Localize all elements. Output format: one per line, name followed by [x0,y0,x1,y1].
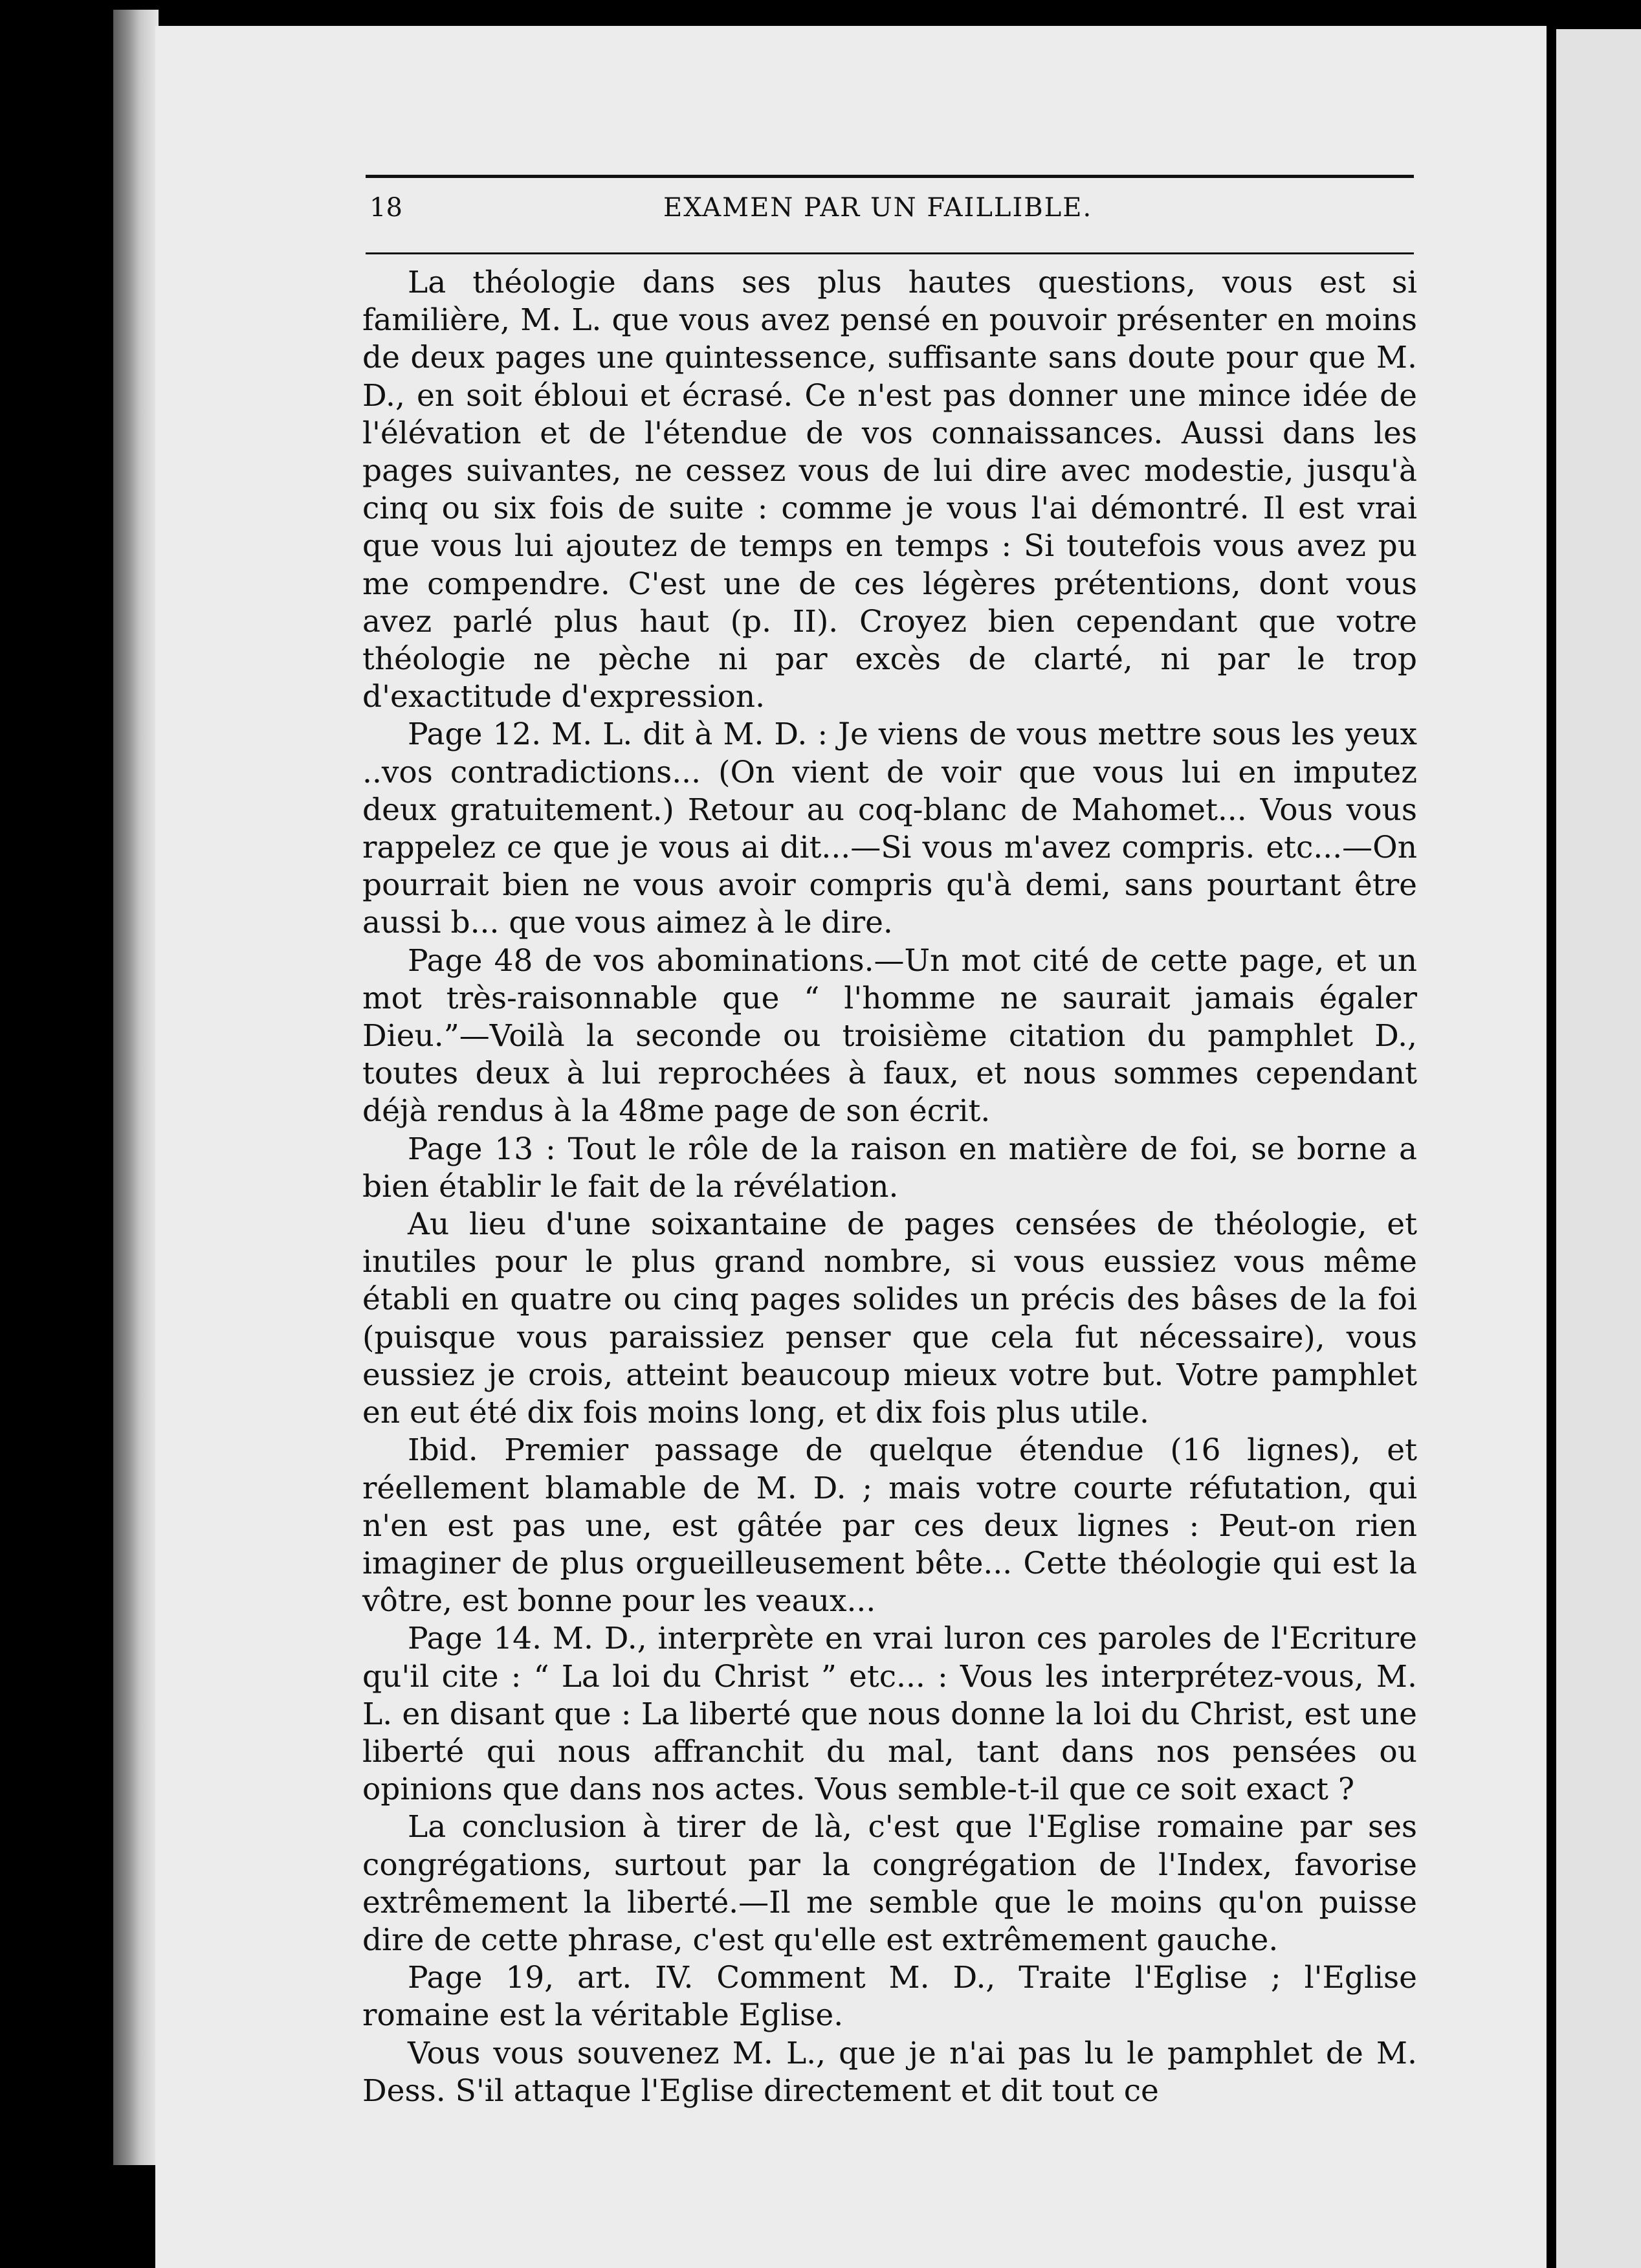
paragraph: Page 14. M. D., interprète en vrai luron ces paroles de l'Ecriture qu'il cite : “ La loi du Christ ” etc... : Vous les interprétez-vous, M. L. en disant que : La liberté que nous donne la loi du Christ, est une liberté qui nous affranchit du mal, tant dans nos pensées ou opinions que dans nos actes. Vous semble-t-il que ce soit exact ? [362,1621,1417,1808]
paragraph: Vous vous souvenez M. L., que je n'ai pas lu le pamphlet de M. Dess. S'il attaque l'Eglise directement et dit tout ce [362,2035,1417,2109]
header-rule-top [366,175,1414,178]
paragraph: Ibid. Premier passage de quelque étendue (16 lignes), et réellement blamable de M. D. ; mais votre courte réfutation, qui n'en est pas une, est gâtée par ces deux lignes : Peut-on rien imaginer de plus orgueilleusement bête... Cette théologie qui est la vôtre, est bonne pour les veaux... [362,1432,1417,1619]
paragraph: Au lieu d'une soixantaine de pages censées de théologie, et inutiles pour le plus grand nombre, si vous eussiez vous même établi en quatre ou cinq pages solides un précis des bâses de la foi (puisque vous paraissiez penser que cela fut nécessaire), vous eussiez je crois, atteint beaucoup mieux votre but. Votre pamphlet en eut été dix fois moins long, et dix fois plus utile. [362,1206,1417,1431]
page-edge-shadow [113,10,159,2165]
header-rule-bottom [366,252,1414,254]
paragraph: Page 13 : Tout le rôle de la raison en matière de foi, se borne a bien établir le fait de la révélation. [362,1131,1417,1205]
running-title: EXAMEN PAR UN FAILLIBLE. [663,193,1093,223]
page-number: 18 [369,193,402,223]
paragraph: Page 12. M. L. dit à M. D. : Je viens de vous mettre sous les yeux ..vos contradictions... (On vient de voir que vous lui en imputez deux gratuitement.) Retour au coq-blanc de Mahomet... Vous vous rappelez ce que je vous ai dit...—Si vous m'avez compris. etc...—On pourrait bien ne vous avoir compris qu'à demi, sans pourtant être aussi b... que vous aimez à le dire. [362,717,1417,941]
paragraph: La théologie dans ses plus hautes questions, vous est si familière, M. L. que vous avez pensé en pouvoir présenter en moins de deux pages une quintessence, suffisante sans doute pour que M. D., en soit ébloui et écrasé. Ce n'est pas donner une mince idée de l'élévation et de l'étendue de vos connaissances. Aussi dans les pages suivantes, ne cessez vous de lui dire avec modestie, jusqu'à cinq ou six fois de suite : comme je vous l'ai démontré. Il est vrai que vous lui ajoutez de temps en temps : Si toutefois vous avez pu me compendre. C'est une de ces légères prétentions, dont vous avez parlé plus haut (p. II). Croyez bien cependant que votre théologie ne pèche ni par excès de clarté, ni par le trop d'exactitude d'expression. [362,265,1417,715]
paragraph: La conclusion à tirer de là, c'est que l'Eglise romaine par ses congrégations, surtout par la congrégation de l'Index, favorise extrêmement la liberté.—Il me semble que le moins qu'on puisse dire de cette phrase, c'est qu'elle est extrêmement gauche. [362,1809,1417,1958]
running-head [366,189,1414,234]
paragraph: Page 48 de vos abominations.—Un mot cité de cette page, et un mot très-raisonnable que “ l'homme ne saurait jamais égaler Dieu.”—Voilà la seconde ou troisième citation du pamphlet D., toutes deux à lui reprochées à faux, et nous sommes cependant déjà rendus à la 48me page de son écrit. [362,942,1417,1129]
facing-page-edge [1556,29,1641,2268]
paragraph: Page 19, art. IV. Comment M. D., Traite l'Eglise ; l'Eglise romaine est la véritable Eglise. [362,1960,1417,2034]
body-text [362,264,1417,2110]
